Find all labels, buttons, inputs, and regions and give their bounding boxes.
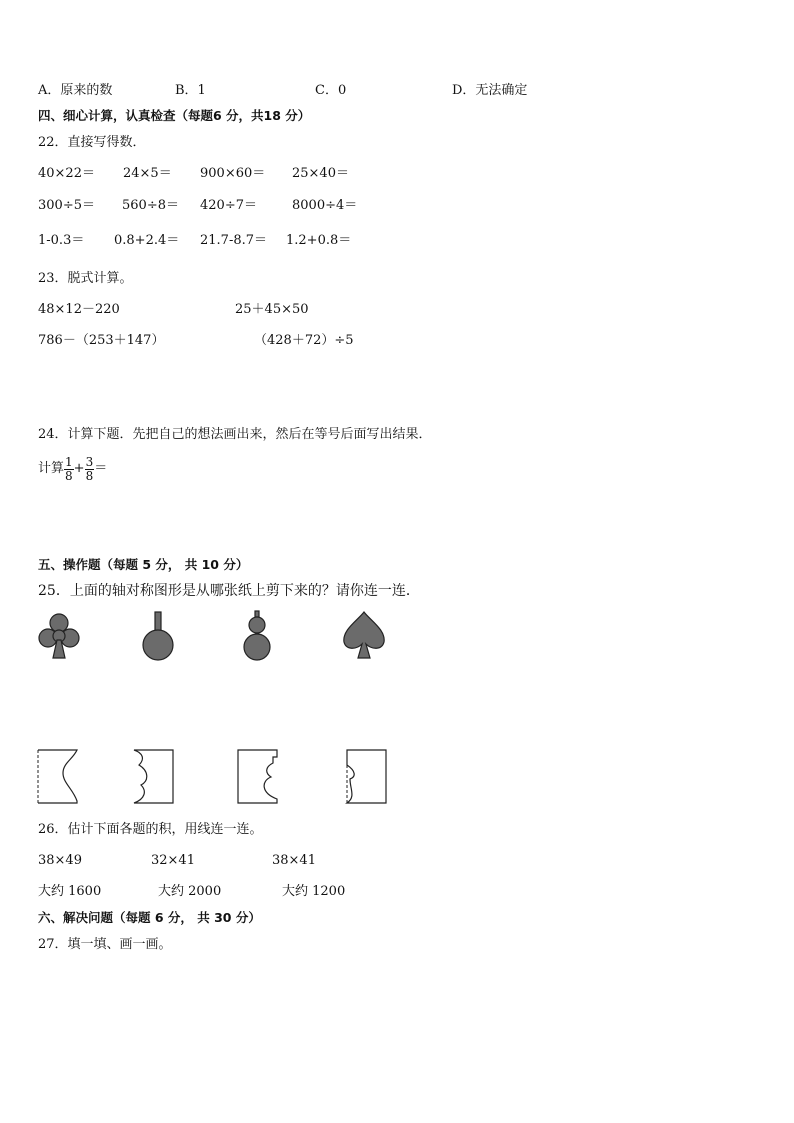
spade-shape-icon — [340, 610, 388, 660]
q23-item: 25＋45×50 — [235, 302, 309, 317]
q22-expr: 300÷5＝ — [38, 198, 95, 213]
club-shape-icon — [37, 612, 81, 660]
fraction-one-eighth — [64, 456, 74, 483]
folded-paper-4 — [346, 749, 388, 805]
q22-expr: 25×40＝ — [292, 166, 349, 181]
q26-label: 26．估计下面各题的积，用线连一连。 — [38, 822, 263, 837]
plus-sign: + — [73, 461, 85, 476]
q22-expr: 21.7-8.7＝ — [200, 233, 268, 248]
fraction-denominator: 8 — [85, 468, 94, 483]
q22-expr: 1-0.3＝ — [38, 233, 85, 248]
folded-paper-3 — [237, 749, 279, 805]
folded-paper-2 — [133, 749, 175, 805]
option-a: A．原来的数 — [38, 83, 113, 98]
q27-label: 27．填一填、画一画。 — [38, 937, 172, 952]
q26-product: 32×41 — [151, 853, 195, 868]
gourd-shape-icon — [241, 610, 273, 662]
q22-expr: 40×22＝ — [38, 166, 95, 181]
q26-estimate: 大约 1600 — [38, 884, 102, 899]
q23-item: 786－（253＋147） — [38, 333, 165, 348]
q22-expr: 420÷7＝ — [200, 198, 257, 213]
fraction-denominator: 8 — [65, 468, 73, 483]
q22-expr: 900×60＝ — [200, 166, 266, 181]
q24-label: 24．计算下题．先把自己的想法画出来，然后在等号后面写出结果． — [38, 427, 432, 442]
fraction-numerator: 3 — [85, 454, 94, 469]
option-c: C．0 — [315, 83, 347, 98]
q22-expr: 560÷8＝ — [122, 198, 179, 213]
q23-item: 48×12－220 — [38, 302, 120, 317]
q22-label: 22．直接写得数． — [38, 135, 146, 150]
folded-paper-1 — [37, 749, 79, 805]
q22-expr: 0.8+2.4＝ — [114, 233, 180, 248]
fraction-numerator: 1 — [65, 454, 73, 469]
q23-item: （428＋72）÷5 — [254, 333, 354, 348]
q26-product: 38×49 — [38, 853, 82, 868]
section5-title: 五、操作题（每题 5 分， 共 10 分） — [38, 557, 249, 572]
equals-sign: ＝ — [94, 461, 108, 476]
option-d: D．无法确定 — [452, 83, 528, 98]
section6-title: 六、解决问题（每题 6 分， 共 30 分） — [38, 910, 261, 925]
q25-label: 25．上面的轴对称图形是从哪张纸上剪下来的？请你连一连． — [38, 583, 420, 599]
q24-prefix: 计算 — [38, 461, 65, 476]
q22-expr: 24×5＝ — [123, 166, 172, 181]
q26-estimate: 大约 1200 — [282, 884, 346, 899]
q24-expression — [38, 455, 107, 484]
q23-label: 23．脱式计算。 — [38, 271, 133, 286]
q22-expr: 1.2+0.8＝ — [286, 233, 352, 248]
section4-title: 四、细心计算，认真检查（每题6 分，共18 分） — [38, 108, 311, 123]
q26-estimate: 大约 2000 — [158, 884, 222, 899]
q22-expr: 8000÷4＝ — [292, 198, 358, 213]
round-flask-shape-icon — [140, 610, 176, 662]
fraction-three-eighths — [85, 456, 95, 483]
option-b: B．1 — [175, 83, 206, 98]
q26-product: 38×41 — [272, 853, 316, 868]
